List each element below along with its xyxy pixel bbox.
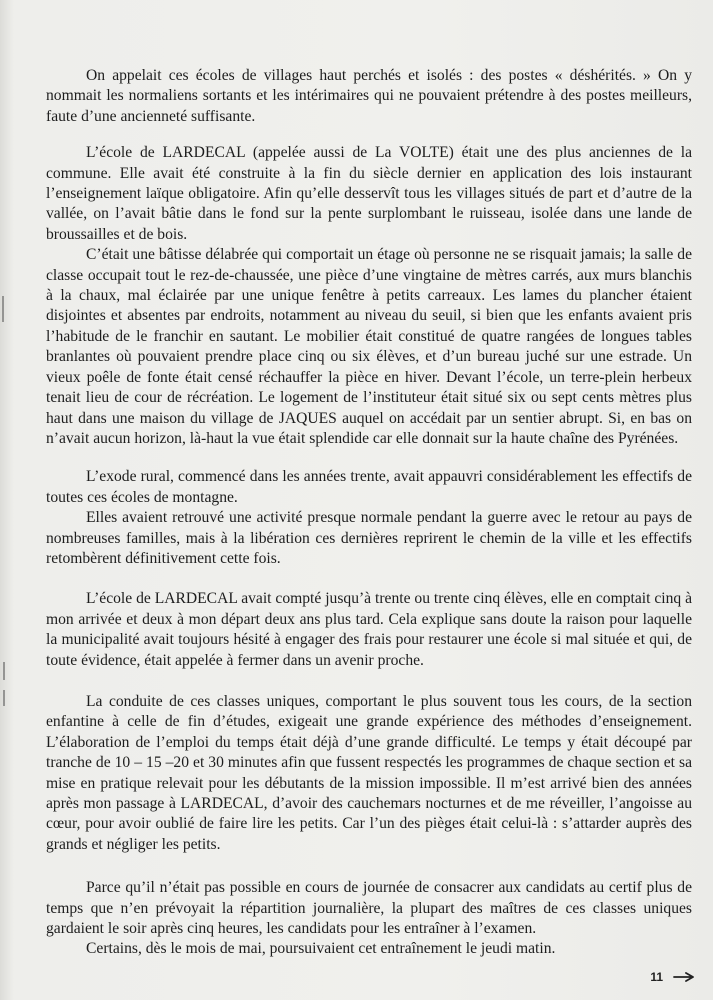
margin-scan-mark — [2, 296, 4, 322]
paragraph: La conduite de ces classes uniques, comportant le plus souvent tous les cours, de la section enfantine à celle de fin d’études, exigeait une grande expérience des méthodes d’enseignement. L’élaboration de l’emploi du temps était déjà d’une grande difficulté. Le temps y était découpé par tranche de 10 – 15 –20 et 30 minutes afin que fussent respectés les programmes de chaque section et sa mise en pratique relevait pour les débutants de la mission impossible. Il m’est arrivé bien des années après mon passage à LARDECAL, d’avoir des cauchemars nocturnes et de me réveiller, l’angoisse au cœur, pour avoir oublié de faire lire les petits. Car l’un des pièges était celui-là : s’attarder auprès des grands et négliger les petits. — [46, 692, 692, 853]
paragraph: Certains, dès le mois de mai, poursuivaient cet entraînement le jeudi matin. — [86, 940, 556, 958]
margin-scan-mark — [3, 690, 5, 706]
paragraph: Elles avaient retrouvé une activité presque normale pendant la guerre avec le retour au pays de nombreuses familles, mais à la libération ces dernières reprirent le chemin de la ville et les effectifs retombèrent définitivement cette fois. — [46, 509, 692, 567]
right-arrow-icon — [673, 972, 695, 982]
paragraph: C’était une bâtisse délabrée qui comportait un étage où personne ne se risquait jamais; la salle de classe occupait tout le rez-de-chaussée, une pièce d’une vingtaine de mètres carrés, aux murs blanchis à la chaux, mal éclairée par une unique fenêtre à petits carreaux. Les lames du plancher étaient disjointes et absentes par endroits, notamment au niveau du seuil, si bien que les enfants avaient pris l’habitude de le franchir en sautant. Le mobilier était constitué de quatre rangées de longues tables branlantes où pouvaient prendre place cinq ou six élèves, et d’un bureau juché sur une estrade. Un vieux poêle de fonte était censé réchauffer la pièce en hiver. Devant l’école, un terre-plein herbeux tenait lieu de cour de récréation. Le logement de l’instituteur était situé six ou sept cents mètres plus haut dans une maison du village de JAQUES auquel on accédait par un sentier abrupt. Si, en bas on n’avait aucun horizon, là-haut la vue était splendide car elle donnait sur la haute chaîne des Pyrénées. — [46, 246, 692, 447]
body-text — [46, 66, 692, 960]
page-number: 11 — [650, 970, 663, 984]
paragraph: L’école de LARDECAL (appelée aussi de La VOLTE) était une des plus anciennes de la commune. Elle avait été construite à la fin du siècle dernier en application des lois instaurant l’enseignement laïque obligatoire. Afin qu’elle desservît tous les villages situés de part et d’autre de la vallée, on l’avait bâtie dans le fond sur la pente surplombant le ruisseau, isolée dans une lande de broussailles et de bois. — [46, 144, 692, 243]
paragraph: On appelait ces écoles de villages haut perchés et isolés : des postes « déshérités. » On y nommait les normaliens sortants et les intérimaires qui ne pouvaient prétendre à des postes meilleurs, faute d’une ancienneté suffisante. — [46, 67, 692, 125]
paragraph: L’école de LARDECAL avait compté jusqu’à trente ou trente cinq élèves, elle en comptait cinq à mon arrivée et deux à mon départ deux ans plus tard. Cela explique sans doute la raison pour laquelle la municipalité avait toujours hésité à engager des frais pour restaurer une école si mal située et qui, de toute évidence, était appelée à fermer dans un avenir proche. — [46, 590, 692, 669]
margin-scan-mark — [3, 662, 5, 680]
paragraph: Parce qu’il n’était pas possible en cours de journée de consacrer aux candidats au certif plus de temps que n’en prévoyait la répartition journalière, la plupart des maîtres de ces classes uniques gardaient le soir après cinq heures, les candidats pour les entraîner à l’examen. — [46, 879, 692, 938]
paragraph: L’exode rural, commencé dans les années trente, avait appauvri considérablement les effectifs de toutes ces écoles de montagne. — [46, 468, 692, 506]
page-footer — [650, 970, 695, 984]
